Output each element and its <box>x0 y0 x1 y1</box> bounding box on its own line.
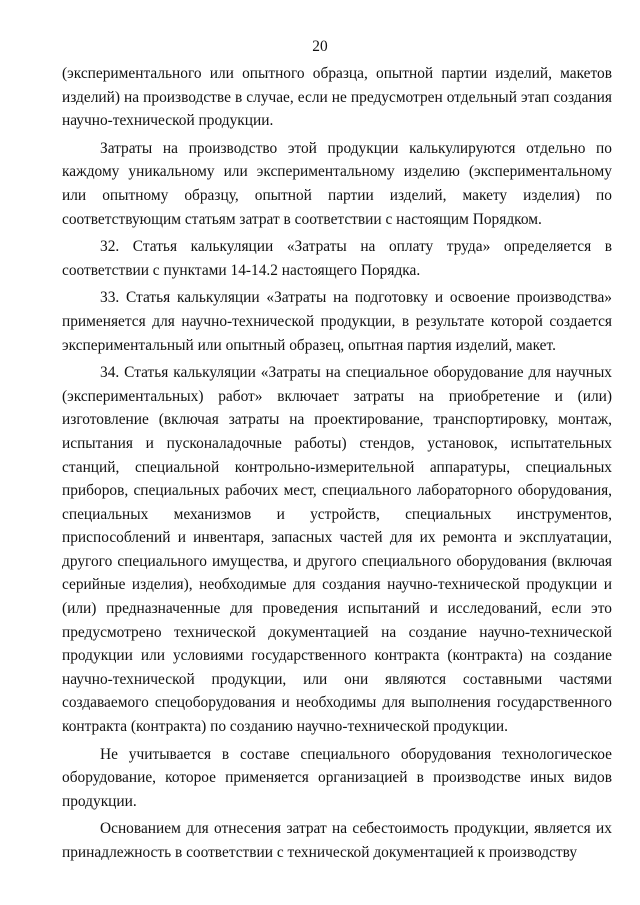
paragraph-item-33: 33. Статья калькуляции «Затраты на подготовку и освоение производства» применяется для научно-технической продукции, в результате которой создается экспериментальный или опытный образец, опытная партия изделий, макет. <box>62 289 612 354</box>
document-body <box>62 62 612 869</box>
page-number: 20 <box>312 38 328 55</box>
paragraph-item-32: 32. Статья калькуляции «Затраты на оплату труда» определяется в соответствии с пунктами 14-14.2 настоящего Порядка. <box>62 238 612 279</box>
paragraph-exclusion: Не учитывается в составе специального оборудования технологическое оборудование, которое применяется организацией в производстве иных видов продукции. <box>62 745 612 810</box>
paragraph-continued: (экспериментального или опытного образца, опытной партии изделий, макетов изделий) на производстве в случае, если не предусмотрен отдельный этап создания научно-технической продукции. <box>62 65 612 130</box>
paragraph-item-34: 34. Статья калькуляции «Затраты на специальное оборудование для научных (экспериментальных) работ» включает затраты на приобретение и (или) изготовление (включая затраты на проектирование, транспортировку, монтаж, испытания и пусконаладочные работы) стендов, установок, испытательных станций, специальной контрольно-измерительной аппаратуры, специальных приборов, специальных рабочих мест, специального лабораторного оборудования, специальных механизмов и устройств, специальных инструментов, приспособлений и инвентаря, запасных частей для их ремонта и эксплуатации, другого специального имущества, и другого специального оборудования (включая серийные изделия), необходимые для создания научно-технической продукции и (или) предназначенные для проведения испытаний и исследований, если это предусмотрено технической документацией на создание научно-технической продукции или условиями государственного контракта (контракта) на создание научно-технической продукции, или они являются составными частями создаваемого спецоборудования и необходимы для выполнения государственного контракта (контракта) по созданию научно-технической продукции. <box>62 364 612 736</box>
paragraph-production-costs: Затраты на производство этой продукции калькулируются отдельно по каждому уникальному или экспериментальному изделию (экспериментальному или опытному образцу, опытной партии изделий, макету изделия) по соответствующим статьям затрат в соответствии с настоящим Порядком. <box>62 139 612 228</box>
paragraph-basis: Основанием для отнесения затрат на себестоимость продукции, является их принадлежность в соответствии с технической документацией к производству <box>62 820 612 861</box>
